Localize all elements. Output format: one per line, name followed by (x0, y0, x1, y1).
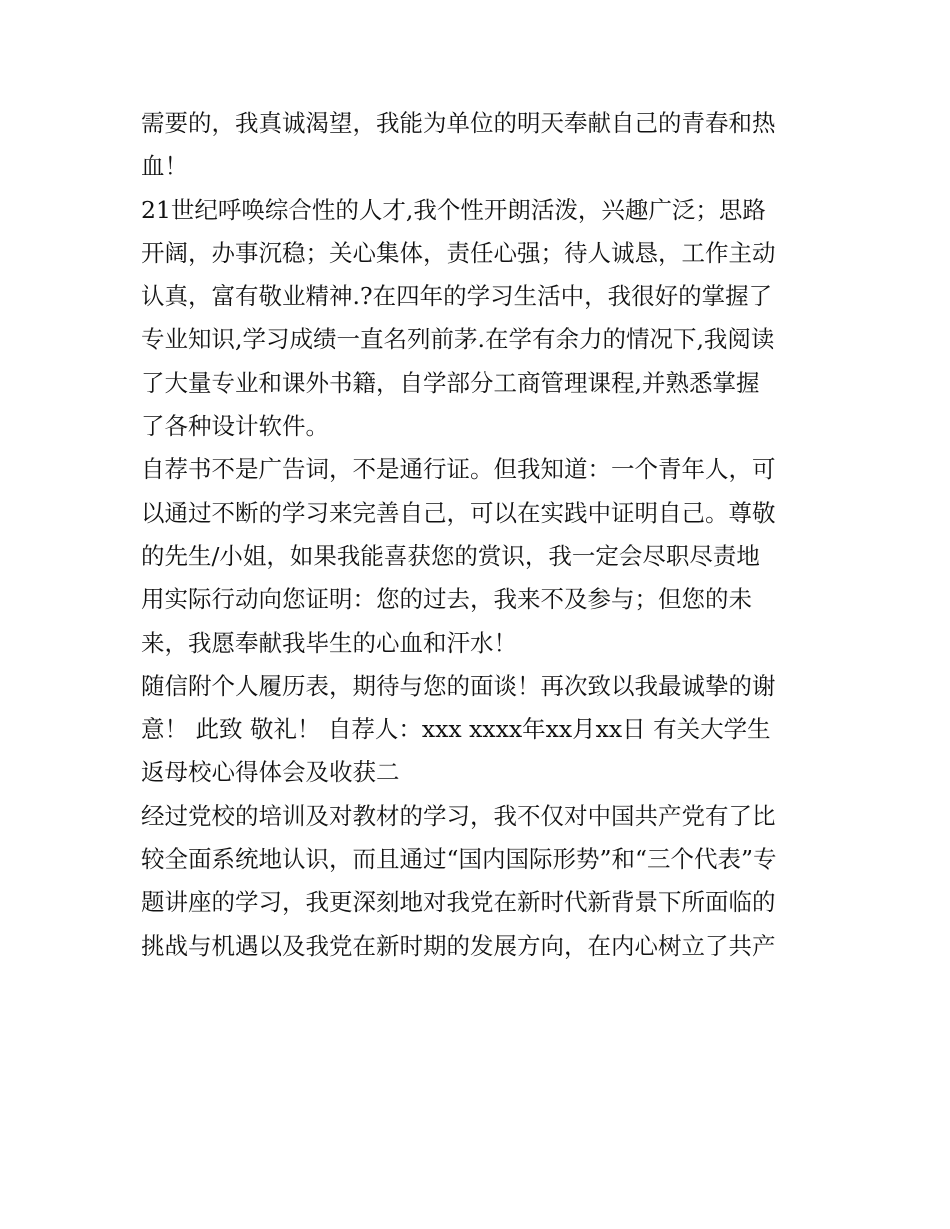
text-line: 了大量专业和课外书籍，自学部分工商管理课程,并熟悉掌握 (141, 368, 760, 397)
text-line: 专业知识,学习成绩一直名列前茅.在学有余力的情况下,我阅读 (141, 325, 775, 354)
text-line: 认真，富有敬业精神.?在四年的学习生活中，我很好的掌握了 (141, 282, 773, 311)
text-line: 了各种设计软件。 (141, 412, 329, 441)
text-line: 随信附个人履历表，期待与您的面谈！再次致以我最诚挚的谢 (141, 671, 776, 700)
text-line: 题讲座的学习，我更深刻地对我党在新时代新背景下所面临的 (141, 888, 776, 917)
text-line: 以通过不断的学习来完善自己，可以在实践中证明自己。尊敬 (141, 498, 776, 527)
body-text (141, 102, 821, 968)
text-line: 21世纪呼唤综合性的人才,我个性开朗活泼，兴趣广泛；思路 (141, 195, 766, 224)
text-line: 开阔，办事沉稳；关心集体，责任心强；待人诚恳，工作主动 (141, 238, 776, 267)
text-line: 来，我愿奉献我毕生的心血和汗水！ (141, 628, 517, 657)
text-line: 挑战与机遇以及我党在新时期的发展方向，在内心树立了共产 (141, 931, 776, 960)
text-line: 意！ 此致 敬礼！ 自荐人：xxx xxxx年xx月xx日 有关大学生 (141, 715, 771, 744)
text-line: 用实际行动向您证明：您的过去，我来不及参与；但您的未 (141, 585, 752, 614)
text-line: 自荐书不是广告词，不是通行证。但我知道：一个青年人，可 (141, 455, 776, 484)
text-line: 返母校心得体会及收获二 (141, 758, 400, 787)
text-line: 血！ (141, 152, 188, 181)
text-line: 经过党校的培训及对教材的学习，我不仅对中国共产党有了比 (141, 801, 776, 830)
text-line: 需要的，我真诚渴望，我能为单位的明天奉献自己的青春和热 (141, 109, 776, 137)
text-line: 较全面系统地认识，而且通过“国内国际形势”和“三个代表”专 (141, 845, 777, 874)
text-line: 的先生/小姐，如果我能喜获您的赏识，我一定会尽职尽责地 (141, 541, 760, 570)
